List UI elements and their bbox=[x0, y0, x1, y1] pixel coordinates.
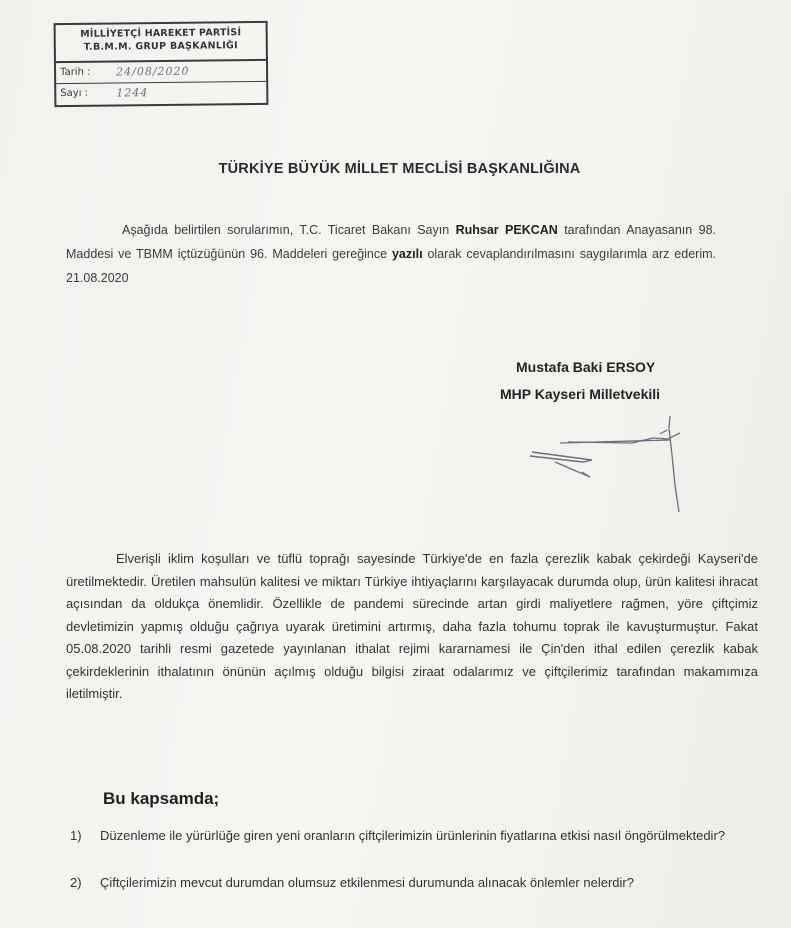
receipt-stamp bbox=[54, 21, 269, 107]
signatory-name: Mustafa Baki ERSOY bbox=[516, 359, 656, 375]
intro-text-part1: Aşağıda belirtilen sorularımın, T.C. Ticaret Bakanı Sayın bbox=[122, 223, 456, 237]
stamp-date-row bbox=[56, 61, 266, 84]
question-text: Çiftçilerimizin mevcut durumdan olumsuz etkilenmesi durumunda alınacak önlemler nelerdir? bbox=[100, 875, 634, 890]
intro-text-part3: olarak cevaplandırılmasını saygılarımla arz ederim. 21.08.2020 bbox=[66, 247, 716, 285]
stamp-date-label: Tarih : bbox=[60, 66, 91, 79]
stamp-date-value: 24/08/2020 bbox=[116, 64, 190, 79]
stamp-office-name: T.B.M.M. GRUP BAŞKANLIĞI bbox=[83, 40, 238, 53]
intro-paragraph bbox=[66, 218, 716, 290]
intro-text-part2: tarafından Anayasanın 98. Maddesi ve TBMM içtüzüğünün 96. Maddeleri gereğince bbox=[66, 223, 716, 261]
signatory-title: MHP Kayseri Milletvekili bbox=[500, 386, 661, 402]
question-text: Düzenleme ile yürürlüğe giren yeni oranların çiftçilerimizin ürünlerinin fiyatlarına etkisi nasıl öngörülmektedir? bbox=[100, 828, 726, 843]
document-title: TÜRKİYE BÜYÜK MİLLET MECLİSİ BAŞKANLIĞINA bbox=[218, 161, 581, 177]
main-paragraph-text: Elverişli iklim koşulları ve tüflü toprağı sayesinde Türkiye'de en fazla çerezlik kabak çekirdeği Kayseri'de üretilmektedir. Üretilen mahsulün kalitesi ve miktarı Türkiye ihtiyaçlarını karşılayacak durumda olup, ürün kalitesi ihracat açısından da oldukça önemlidir. Özellikle de pandemi sürecinde artan girdi maliyetlere rağmen, yöre çiftçimiz devletimizin yapmış olduğu çağrıya uyarak üretimini artırmış, daha fazla tohumu toprak ile kavuşturmuştur. Fakat 05.08.2020 tarihli resmi gazetede yayınlanan ithalat rejimi kararnamesi ile Çin'den ithal edilen çerezlik kabak çekirdeklerinin ithalatının önünün açılmış olduğu bilgisi ziraat odalarımız ve çiftçilerimiz tarafından makamımıza iletilmiştir. bbox=[66, 551, 758, 701]
stamp-number-value: 1244 bbox=[116, 86, 149, 100]
main-paragraph bbox=[66, 548, 758, 706]
section-subheading: Bu kapsamda; bbox=[103, 789, 220, 808]
question-number: 1) bbox=[70, 828, 82, 843]
stamp-header bbox=[56, 23, 266, 63]
minister-name: Ruhsar PEKCAN bbox=[455, 223, 558, 237]
handwritten-signature bbox=[520, 400, 710, 515]
question-number: 2) bbox=[70, 875, 82, 890]
written-keyword: yazılı bbox=[391, 247, 423, 261]
stamp-number-label: Sayı : bbox=[60, 87, 89, 100]
stamp-party-name: MİLLİYETÇİ HAREKET PARTİSİ bbox=[80, 27, 242, 40]
stamp-number-row bbox=[56, 82, 266, 105]
